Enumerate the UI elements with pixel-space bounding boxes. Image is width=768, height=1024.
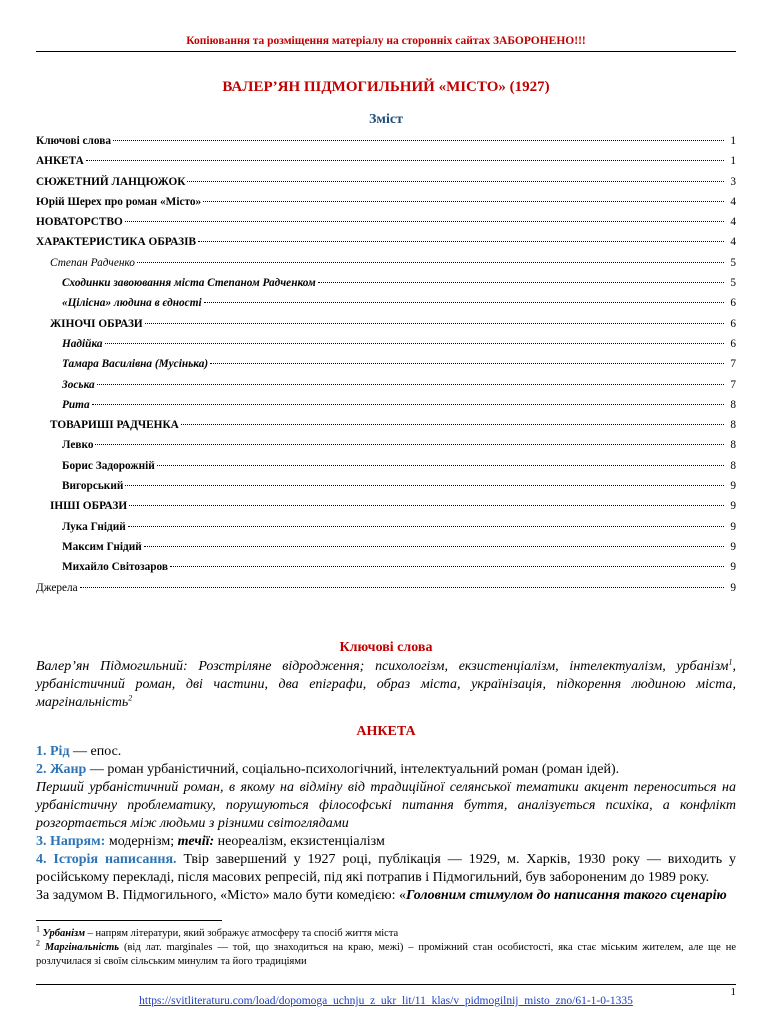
toc-item[interactable]: Ключові слова 1 <box>36 135 736 147</box>
toc-item[interactable]: Степан Радченко 5 <box>50 256 736 269</box>
footer-divider <box>36 984 736 985</box>
toc-item[interactable]: ТОВАРИШІ РАДЧЕНКА 8 <box>50 419 736 432</box>
toc-item[interactable]: Сходинки завоювання міста Степаном Радченком 5 <box>62 277 736 290</box>
copyright-warning: Копіювання та розміщення матеріалу на сторонніх сайтах ЗАБОРОНЕНО!!! <box>186 35 586 47</box>
page-number: 1 <box>730 986 736 998</box>
toc-item[interactable]: Надійка 6 <box>62 337 736 350</box>
anketa-heading: АНКЕТА <box>356 724 416 739</box>
toc-item[interactable]: СЮЖЕТНИЙ ЛАНЦЮЖОК 3 <box>36 175 736 188</box>
toc-item[interactable]: Борис Задорожній 8 <box>62 459 736 472</box>
toc-item[interactable]: ХАРАКТЕРИСТИКА ОБРАЗІВ 4 <box>36 236 736 249</box>
keywords-text: Валер’ян Підмогильний: Розстріляне відродження; психологізм, екзистенціалізм, інтелектуалізм, урбанізм$^1$, урбаністичний роман, дві частини, два епіграфи, образ міста, українізація, підкорення людиною міста, маргінальність$^2$ <box>36 657 736 710</box>
source-link[interactable]: https://svitliteraturu.com/load/dopomoga_uchnju_z_ukr_lit/11_klas/v_pidmogilnij_misto_zno/61-1-0-1335 <box>139 995 633 1007</box>
anketa-rid: 1. Рід — епос. <box>36 744 122 759</box>
toc-item[interactable]: «Цілісна» людина в єдності 6 <box>62 297 736 310</box>
anketa-idea: За задумом В. Підмогильного, «Місто» мало бути комедією: «Головним стимулом до написання такого сценарію <box>36 888 727 903</box>
keywords-section <box>36 640 736 712</box>
table-of-contents <box>36 131 736 598</box>
header-divider <box>36 51 736 52</box>
toc-item[interactable]: Левко 8 <box>62 439 736 452</box>
toc-item[interactable]: Рита 8 <box>62 398 736 411</box>
toc-item[interactable]: ІНШІ ОБРАЗИ 9 <box>50 500 736 513</box>
toc-item[interactable]: ЖІНОЧІ ОБРАЗИ 6 <box>50 317 736 330</box>
keywords-heading: Ключові слова <box>339 640 433 655</box>
toc-item[interactable]: Михайло Світозаров 9 <box>62 561 736 574</box>
toc-item[interactable]: Юрій Шерех про роман «Місто» 4 <box>36 195 736 208</box>
toc-item[interactable]: АНКЕТА 1 <box>36 155 736 168</box>
toc-item[interactable]: НОВАТОРСТВО 4 <box>36 216 736 229</box>
toc-item[interactable]: Максим Гнідий 9 <box>62 540 736 553</box>
anketa-history: 4. Історія написання. Твір завершений у 1927 році, публікація — 1929, м. Харків, 1930 року — виходить у російському перекладі, після масових репресій, під які потрапив і Підмогильний, був забороненим до 1989 року. <box>36 852 736 885</box>
anketa-section <box>36 724 736 905</box>
document-page <box>36 0 736 1024</box>
toc-item[interactable]: Тамара Василівна (Мусінька) 7 <box>62 358 736 371</box>
toc-item[interactable]: Джерела 9 <box>36 581 736 594</box>
footnote-divider <box>36 920 222 921</box>
anketa-zhanr: 2. Жанр — роман урбаністичний, соціально-психологічний, інтелектуальний роман (роман ідей). <box>36 762 620 777</box>
anketa-napryam: 3. Напрям: модернізм; течії: неореалізм, екзистенціалізм <box>36 834 385 849</box>
footnote-2: $^2$ Маргінальність (від лат. marginales — той, що знаходиться на краю, межі) – проміжний стан особистості, яка стає міським жителем, але ще не розлучилася зі своїм сільським минулим та його традиціями <box>36 938 736 967</box>
toc-item[interactable]: Лука Гнідий 9 <box>62 520 736 533</box>
footnote-1: $^1$ Урбанізм – напрям літератури, який зображує атмосферу та спосіб життя міста <box>36 924 399 939</box>
toc-item[interactable]: Зоська 7 <box>62 378 736 391</box>
toc-item[interactable]: Вигорський 9 <box>62 480 736 493</box>
footnotes <box>36 924 736 969</box>
toc-heading: Зміст <box>369 112 403 127</box>
document-title: ВАЛЕР’ЯН ПІДМОГИЛЬНИЙ «МІСТО» (1927) <box>222 79 550 95</box>
anketa-zhanr-note: Перший урбаністичний роман, в якому на відміну від традиційної селянської тематики акцент переноситься на урбаністичну проблематику, порушуються філософські питання буття, аналізується психіка, а конфлікт розгортається між людьми з різними світоглядами <box>36 780 736 831</box>
